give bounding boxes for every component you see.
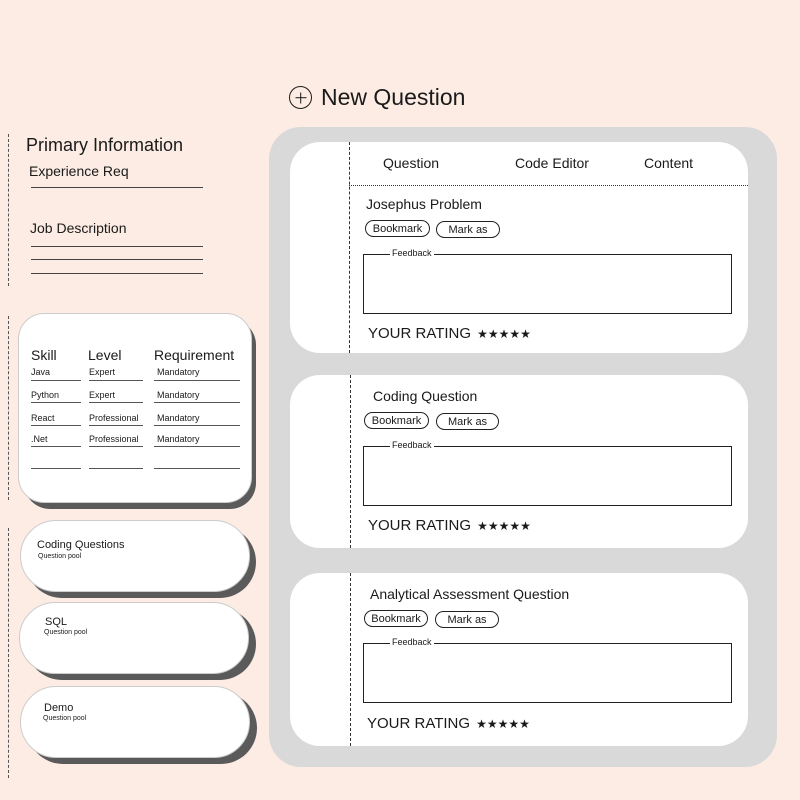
section-divider bbox=[8, 528, 9, 778]
tab-code-editor[interactable]: Code Editor bbox=[515, 155, 589, 171]
bookmark-button[interactable]: Bookmark bbox=[365, 220, 430, 237]
requirement-cell[interactable]: Mandatory bbox=[157, 413, 200, 423]
rating-row bbox=[368, 325, 531, 342]
star-rating-icon[interactable]: ★★★★★ bbox=[477, 326, 531, 341]
skill-cell[interactable]: .Net bbox=[31, 434, 48, 444]
section-divider bbox=[8, 134, 9, 286]
feedback-label: Feedback bbox=[392, 440, 432, 450]
pool-subtitle: Question pool bbox=[38, 553, 82, 560]
feedback-input[interactable] bbox=[363, 637, 732, 703]
tab-content[interactable]: Content bbox=[644, 155, 694, 171]
experience-input[interactable] bbox=[31, 187, 203, 195]
rating-label: YOUR RATING bbox=[368, 517, 472, 534]
experience-label: Experience Req bbox=[29, 163, 129, 179]
question-card bbox=[290, 142, 748, 353]
skills-table bbox=[18, 313, 252, 503]
new-question-button[interactable] bbox=[289, 84, 465, 111]
cell-underline bbox=[89, 402, 143, 403]
tab-underline bbox=[349, 185, 748, 186]
primary-information-title: Primary Information bbox=[26, 135, 184, 155]
card-divider bbox=[350, 573, 351, 746]
cell-underline bbox=[89, 425, 143, 426]
plus-circle-icon bbox=[289, 86, 312, 109]
cell-underline bbox=[31, 425, 81, 426]
job-description-input-line[interactable] bbox=[31, 259, 203, 260]
cell-underline bbox=[89, 446, 143, 447]
pool-title: SQL bbox=[45, 616, 68, 628]
pool-title: Coding Questions bbox=[37, 539, 125, 551]
card-divider bbox=[350, 375, 351, 548]
cell-underline bbox=[31, 380, 81, 381]
requirement-cell[interactable]: Mandatory bbox=[157, 434, 200, 444]
cell-underline bbox=[154, 425, 240, 426]
cell-underline[interactable] bbox=[31, 468, 81, 469]
pool-card-coding-questions[interactable] bbox=[20, 520, 250, 592]
requirement-cell[interactable]: Mandatory bbox=[157, 367, 200, 377]
rating-row bbox=[367, 715, 530, 732]
rating-label: YOUR RATING bbox=[367, 715, 471, 732]
cell-underline bbox=[154, 380, 240, 381]
star-rating-icon[interactable]: ★★★★★ bbox=[476, 716, 530, 731]
level-header: Level bbox=[88, 347, 122, 363]
star-rating-icon[interactable]: ★★★★★ bbox=[477, 518, 531, 533]
cell-underline bbox=[31, 446, 81, 447]
tab-question[interactable]: Question bbox=[383, 155, 440, 171]
cell-underline bbox=[154, 446, 240, 447]
feedback-input[interactable] bbox=[363, 440, 732, 506]
level-cell[interactable]: Expert bbox=[89, 390, 116, 400]
bookmark-button[interactable]: Bookmark bbox=[364, 610, 428, 627]
level-cell[interactable]: Expert bbox=[89, 367, 116, 377]
cell-underline[interactable] bbox=[154, 468, 240, 469]
feedback-label: Feedback bbox=[392, 248, 432, 258]
cell-underline bbox=[31, 402, 81, 403]
pool-card-sql[interactable] bbox=[19, 602, 249, 674]
skill-header: Skill bbox=[31, 347, 57, 363]
requirement-cell[interactable]: Mandatory bbox=[157, 390, 200, 400]
mark-as-button[interactable]: Mark as bbox=[435, 611, 499, 628]
skill-cell[interactable]: React bbox=[31, 413, 55, 423]
skill-cell[interactable]: Python bbox=[31, 390, 60, 400]
level-cell[interactable]: Professional bbox=[89, 434, 139, 444]
question-title: Analytical Assessment Question bbox=[370, 586, 570, 602]
job-description-label: Job Description bbox=[30, 220, 127, 236]
cell-underline bbox=[154, 402, 240, 403]
rating-row bbox=[368, 517, 531, 534]
card-divider bbox=[349, 142, 350, 353]
level-cell[interactable]: Professional bbox=[89, 413, 139, 423]
pool-subtitle: Question pool bbox=[43, 715, 87, 722]
pool-card-demo[interactable] bbox=[20, 686, 250, 758]
pool-title: Demo bbox=[44, 702, 74, 714]
section-divider bbox=[8, 316, 9, 500]
mark-as-button[interactable]: Mark as bbox=[436, 413, 499, 430]
feedback-input[interactable] bbox=[363, 248, 732, 314]
question-title: Coding Question bbox=[373, 388, 478, 404]
job-description-input-line[interactable] bbox=[31, 273, 203, 274]
question-title: Josephus Problem bbox=[366, 196, 482, 212]
job-description-input-line[interactable] bbox=[31, 246, 203, 247]
skill-cell[interactable]: Java bbox=[31, 367, 51, 377]
requirement-header: Requirement bbox=[154, 347, 235, 363]
cell-underline[interactable] bbox=[89, 468, 143, 469]
rating-label: YOUR RATING bbox=[368, 325, 472, 342]
mark-as-button[interactable]: Mark as bbox=[436, 221, 500, 238]
feedback-label: Feedback bbox=[392, 637, 432, 647]
cell-underline bbox=[89, 380, 143, 381]
new-question-label: New Question bbox=[321, 84, 466, 110]
bookmark-button[interactable]: Bookmark bbox=[364, 412, 429, 429]
pool-subtitle: Question pool bbox=[44, 629, 88, 636]
